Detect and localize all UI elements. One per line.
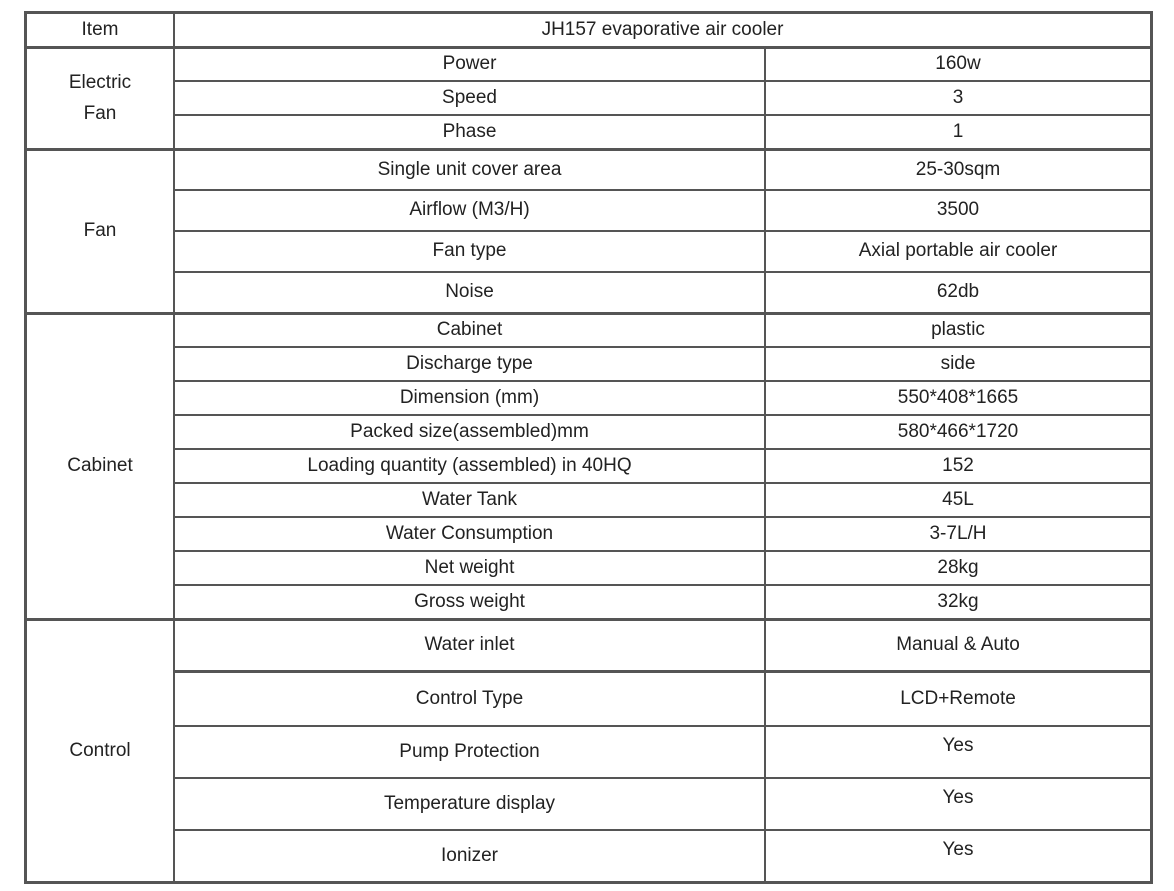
spec-value: 45L [765,483,1151,517]
table-row [26,115,1151,149]
product-title: JH157 evaporative air cooler [174,13,1151,47]
spec-label: Cabinet [174,313,765,347]
spec-value: Yes [765,830,1151,882]
spec-label: Packed size(assembled)mm [174,415,765,449]
spec-value: 3 [765,81,1151,115]
spec-value: Yes [765,778,1151,830]
table-row [26,347,1151,381]
table-row [26,671,1151,726]
category-line: Electric [68,72,132,94]
spec-value: LCD+Remote [765,671,1151,726]
spec-label: Noise [174,272,765,313]
spec-label: Gross weight [174,585,765,619]
spec-label: Discharge type [174,347,765,381]
spec-label: Loading quantity (assembled) in 40HQ [174,449,765,483]
table-row [26,190,1151,231]
spec-label: Ionizer [174,830,765,882]
table-row [26,619,1151,671]
table-row [26,149,1151,190]
spec-label: Control Type [174,671,765,726]
spec-value: 28kg [765,551,1151,585]
spec-value: 32kg [765,585,1151,619]
table-row [26,415,1151,449]
spec-value: 550*408*1665 [765,381,1151,415]
table-row [26,778,1151,830]
table-row [26,231,1151,272]
spec-label: Water inlet [174,619,765,671]
table-row [26,313,1151,347]
spec-label: Water Tank [174,483,765,517]
table-row [26,81,1151,115]
spec-label: Fan type [174,231,765,272]
spec-label: Temperature display [174,778,765,830]
table-row [26,381,1151,415]
spec-value: 3-7L/H [765,517,1151,551]
spec-label: Water Consumption [174,517,765,551]
spec-value: 152 [765,449,1151,483]
spec-label: Power [174,47,765,81]
category-control: Control [26,619,174,882]
spec-label: Speed [174,81,765,115]
spec-value: Yes [765,726,1151,778]
spec-value: 160w [765,47,1151,81]
spec-table [24,11,1153,884]
spec-label: Airflow (M3/H) [174,190,765,231]
table-row [26,449,1151,483]
spec-value: 1 [765,115,1151,149]
spec-value: Axial portable air cooler [765,231,1151,272]
spec-value: 580*466*1720 [765,415,1151,449]
spec-label: Dimension (mm) [174,381,765,415]
table-row [26,726,1151,778]
spec-label: Net weight [174,551,765,585]
header-row [26,13,1151,47]
spec-value: Manual & Auto [765,619,1151,671]
spec-label: Pump Protection [174,726,765,778]
item-header: Item [26,13,174,47]
category-fan: Fan [26,149,174,313]
spec-value: side [765,347,1151,381]
spec-value: 62db [765,272,1151,313]
spec-value: plastic [765,313,1151,347]
spec-value: 25-30sqm [765,149,1151,190]
spec-label: Phase [174,115,765,149]
category-cabinet: Cabinet [26,313,174,619]
table-row [26,830,1151,882]
table-row [26,551,1151,585]
table-row [26,483,1151,517]
category-line: Fan [83,102,117,124]
spec-value: 3500 [765,190,1151,231]
table-row [26,47,1151,81]
table-row [26,272,1151,313]
spec-label: Single unit cover area [174,149,765,190]
category-electric-fan [26,47,174,149]
table-row [26,585,1151,619]
table-row [26,517,1151,551]
